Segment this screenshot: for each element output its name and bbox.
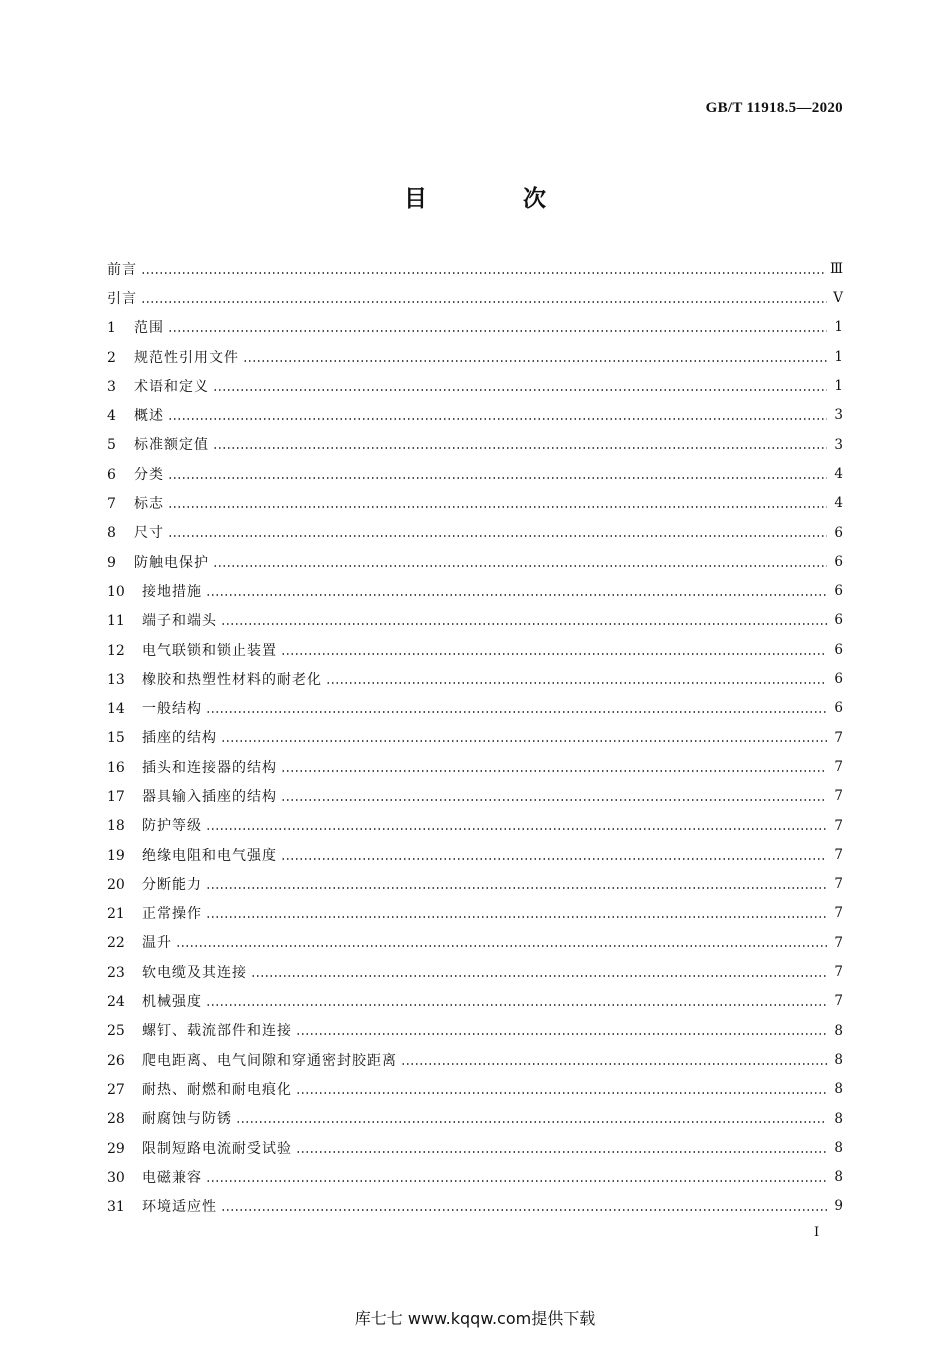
dot-leader [141, 272, 824, 274]
toc-entry-number: 7 [107, 496, 116, 513]
dot-leader [141, 301, 827, 303]
toc-entry-number: 1 [107, 320, 116, 337]
dot-leader [206, 887, 827, 889]
toc-entry[interactable] [107, 870, 843, 899]
toc-entry[interactable] [107, 519, 843, 548]
toc-entry-number: 26 [107, 1052, 125, 1069]
toc-entry-number: 21 [107, 906, 125, 923]
toc-entry[interactable] [107, 841, 843, 870]
toc-entry-page: 7 [834, 993, 843, 1010]
toc-entry-title: 环境适应性 [142, 1199, 217, 1216]
toc-entry-title: 绝缘电阻和电气强度 [142, 847, 277, 864]
dot-leader [281, 770, 827, 772]
toc-entry-title: 接地措施 [142, 583, 202, 600]
toc-entry-title: 电磁兼容 [142, 1169, 202, 1186]
dot-leader [281, 858, 827, 860]
toc-entry-title: 范围 [134, 320, 164, 337]
dot-leader [221, 740, 827, 742]
toc-entry-page: 7 [834, 817, 843, 834]
toc-entry-page: 9 [834, 1198, 843, 1215]
toc-entry[interactable] [107, 812, 843, 841]
dot-leader [281, 653, 827, 655]
toc-entry-number: 27 [107, 1081, 125, 1098]
toc-entry[interactable] [107, 489, 843, 518]
toc-entry-page: 8 [834, 1139, 843, 1156]
toc-entry-page: 8 [834, 1022, 843, 1039]
toc-entry[interactable] [107, 577, 843, 606]
toc-entry-number: 12 [107, 642, 125, 659]
toc-entry-page: 8 [834, 1110, 843, 1127]
toc-entry-title: 标志 [134, 496, 164, 513]
dot-leader [206, 916, 827, 918]
table-of-contents [107, 255, 843, 1222]
dot-leader [243, 360, 827, 362]
toc-entry-title: 尺寸 [134, 525, 164, 542]
dot-leader [221, 623, 827, 625]
toc-entry-page: 6 [834, 553, 843, 570]
toc-entry-number: 2 [107, 349, 116, 366]
toc-entry[interactable] [107, 724, 843, 753]
dot-leader [206, 1004, 827, 1006]
toc-entry-title: 引言 [107, 290, 137, 307]
dot-leader [168, 418, 827, 420]
toc-entry-title: 规范性引用文件 [134, 349, 239, 366]
toc-entry[interactable] [107, 1017, 843, 1046]
toc-entry-page: 7 [834, 729, 843, 746]
page-number: I [814, 1225, 820, 1240]
toc-entry[interactable] [107, 900, 843, 929]
toc-entry-number: 11 [107, 613, 125, 630]
toc-entry[interactable] [107, 1163, 843, 1192]
toc-entry-title: 耐热、耐燃和耐电痕化 [142, 1081, 292, 1098]
toc-entry[interactable] [107, 284, 843, 313]
standard-number: GB/T 11918.5—2020 [705, 100, 843, 116]
toc-entry-number: 10 [107, 583, 125, 600]
dot-leader [168, 330, 827, 332]
toc-entry-title: 一般结构 [142, 701, 202, 718]
toc-entry-page: 7 [834, 905, 843, 922]
toc-entry-title: 螺钉、载流部件和连接 [142, 1023, 292, 1040]
toc-entry[interactable] [107, 372, 843, 401]
toc-entry[interactable] [107, 1105, 843, 1134]
toc-entry-number: 6 [107, 466, 116, 483]
toc-entry-page: 7 [834, 934, 843, 951]
toc-entry[interactable] [107, 929, 843, 958]
dot-leader [296, 1033, 827, 1035]
toc-entry-page: 6 [834, 612, 843, 629]
toc-entry-number: 13 [107, 671, 125, 688]
toc-entry[interactable] [107, 782, 843, 811]
toc-entry[interactable] [107, 607, 843, 636]
toc-entry[interactable] [107, 958, 843, 987]
toc-entry[interactable] [107, 753, 843, 782]
toc-entry-title: 插头和连接器的结构 [142, 759, 277, 776]
toc-entry-title: 防护等级 [142, 818, 202, 835]
toc-entry-title: 电气联锁和锁止装置 [142, 642, 277, 659]
toc-entry-number: 29 [107, 1140, 125, 1157]
toc-entry[interactable] [107, 460, 843, 489]
dot-leader [168, 477, 827, 479]
toc-entry-title: 防触电保护 [134, 554, 209, 571]
toc-entry-page: 6 [834, 700, 843, 717]
toc-entry-page: 6 [834, 641, 843, 658]
toc-entry-page: 7 [834, 876, 843, 893]
toc-entry-title: 爬电距离、电气间隙和穿通密封胶距离 [142, 1052, 397, 1069]
toc-entry-page: 8 [834, 1081, 843, 1098]
download-watermark: 库七七 www.kqqw.com提供下载 [354, 1309, 596, 1328]
toc-entry-title: 机械强度 [142, 994, 202, 1011]
toc-entry-title: 概述 [134, 408, 164, 425]
toc-entry-page: 7 [834, 846, 843, 863]
dot-leader [206, 828, 827, 830]
dot-leader [168, 535, 827, 537]
toc-entry-page: 8 [834, 1051, 843, 1068]
toc-entry-page: 7 [834, 758, 843, 775]
toc-entry-page: Ⅲ [829, 260, 843, 277]
toc-entry[interactable] [107, 548, 843, 577]
toc-entry-number: 14 [107, 701, 125, 718]
toc-entry-page: 1 [834, 319, 843, 336]
toc-entry-page: 6 [834, 583, 843, 600]
toc-entry-page: 1 [834, 348, 843, 365]
toc-entry-title: 耐腐蚀与防锈 [142, 1111, 232, 1128]
toc-entry-number: 20 [107, 876, 125, 893]
toc-entry-number: 18 [107, 818, 125, 835]
toc-entry[interactable] [107, 1134, 843, 1163]
toc-entry-title: 橡胶和热塑性材料的耐老化 [142, 671, 322, 688]
dot-leader [213, 389, 827, 391]
dot-leader [326, 682, 827, 684]
toc-entry[interactable] [107, 665, 843, 694]
toc-entry-page: 1 [834, 378, 843, 395]
toc-entry-number: 31 [107, 1199, 125, 1216]
toc-entry-number: 22 [107, 935, 125, 952]
toc-entry[interactable] [107, 1193, 843, 1222]
toc-title: 目 次 [403, 185, 590, 212]
toc-entry-number: 9 [107, 554, 116, 571]
dot-leader [236, 1121, 827, 1123]
toc-entry-number: 24 [107, 994, 125, 1011]
toc-entry[interactable] [107, 987, 843, 1016]
toc-entry-title: 器具输入插座的结构 [142, 788, 277, 805]
dot-leader [296, 1151, 827, 1153]
toc-entry-title: 温升 [142, 935, 172, 952]
toc-entry[interactable] [107, 1075, 843, 1104]
toc-entry-number: 4 [107, 408, 116, 425]
toc-entry-title: 限制短路电流耐受试验 [142, 1140, 292, 1157]
toc-entry-number: 15 [107, 730, 125, 747]
toc-entry[interactable] [107, 636, 843, 665]
toc-entry-page: 7 [834, 788, 843, 805]
toc-entry-page: 6 [834, 524, 843, 541]
toc-entry[interactable] [107, 1046, 843, 1075]
toc-entry-page: 4 [834, 495, 843, 512]
toc-entry-page: 3 [834, 407, 843, 424]
toc-entry-title: 分断能力 [142, 876, 202, 893]
toc-entry-number: 19 [107, 847, 125, 864]
dot-leader [213, 447, 827, 449]
toc-entry-page: 6 [834, 671, 843, 688]
toc-entry-number: 25 [107, 1023, 125, 1040]
dot-leader [281, 799, 827, 801]
toc-entry-title: 标准额定值 [134, 437, 209, 454]
toc-entry-title: 分类 [134, 466, 164, 483]
dot-leader [168, 506, 827, 508]
dot-leader [296, 1092, 827, 1094]
toc-entry[interactable] [107, 694, 843, 723]
dot-leader [213, 565, 827, 567]
dot-leader [206, 711, 827, 713]
toc-entry-page: 8 [834, 1169, 843, 1186]
toc-entry-title: 端子和端头 [142, 613, 217, 630]
toc-entry-number: 8 [107, 525, 116, 542]
toc-entry-page: Ⅴ [833, 290, 843, 307]
toc-entry-title: 正常操作 [142, 906, 202, 923]
toc-entry-number: 5 [107, 437, 116, 454]
toc-entry-number: 23 [107, 964, 125, 981]
dot-leader [251, 975, 827, 977]
dot-leader [206, 594, 827, 596]
toc-entry[interactable] [107, 343, 843, 372]
toc-entry-title: 前言 [107, 261, 137, 278]
toc-entry-number: 17 [107, 788, 125, 805]
toc-entry-title: 术语和定义 [134, 378, 209, 395]
toc-entry-title: 插座的结构 [142, 730, 217, 747]
toc-entry[interactable] [107, 401, 843, 430]
toc-entry-number: 3 [107, 378, 116, 395]
toc-entry-number: 30 [107, 1169, 125, 1186]
toc-entry-page: 4 [834, 465, 843, 482]
toc-entry[interactable] [107, 431, 843, 460]
toc-entry-page: 3 [834, 436, 843, 453]
dot-leader [176, 945, 827, 947]
toc-entry[interactable] [107, 255, 843, 284]
dot-leader [221, 1209, 827, 1211]
toc-entry-number: 28 [107, 1111, 125, 1128]
toc-entry-title: 软电缆及其连接 [142, 964, 247, 981]
dot-leader [401, 1063, 827, 1065]
toc-entry-page: 7 [834, 964, 843, 981]
dot-leader [206, 1180, 827, 1182]
toc-entry-number: 16 [107, 759, 125, 776]
toc-entry[interactable] [107, 314, 843, 343]
